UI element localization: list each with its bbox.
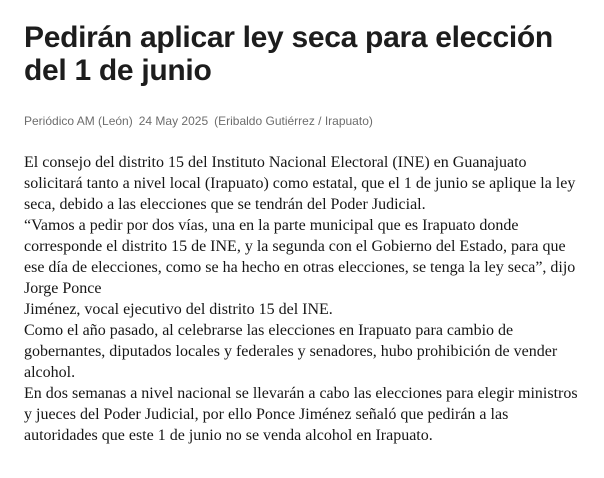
- byline-date: 24 May 2025: [138, 114, 209, 128]
- article-paragraph: Jiménez, vocal ejecutivo del distrito 15 del INE.: [24, 301, 333, 318]
- article-paragraph: “Vamos a pedir por dos vías, una en la parte municipal que es Irapuato donde corresponde el distrito 15 de INE, y la segunda con el Gobierno del Estado, para que ese día de elecciones, como se ha hecho en otras elecciones, se tenga la ley seca”, dijo Jorge Ponce: [24, 217, 576, 297]
- article-body: [24, 152, 580, 446]
- byline-credit: (Eribaldo Gutiérrez / Irapuato): [214, 114, 373, 128]
- article-paragraph: El consejo del distrito 15 del Instituto Nacional Electoral (INE) en Guanajuato solicitará tanto a nivel local (Irapuato) como estatal, que el 1 de junio se aplique la ley seca, debido a las elecciones que se tendrán del Poder Judicial.: [24, 154, 576, 213]
- byline-source: Periódico AM (León): [24, 114, 133, 128]
- article-byline: [24, 113, 580, 129]
- article-headline: Pedirán aplicar ley seca para elección del 1 de junio: [24, 21, 553, 87]
- article-paragraph: Como el año pasado, al celebrarse las elecciones en Irapuato para cambio de gobernantes, diputados locales y federales y senadores, hubo prohibición de vender alcohol.: [24, 322, 558, 381]
- article-paragraph: En dos semanas a nivel nacional se llevarán a cabo las elecciones para elegir ministros y jueces del Poder Judicial, por ello Ponce Jiménez señaló que pedirán a las autoridades que este 1 de junio no se venda alcohol en Irapuato.: [24, 385, 578, 444]
